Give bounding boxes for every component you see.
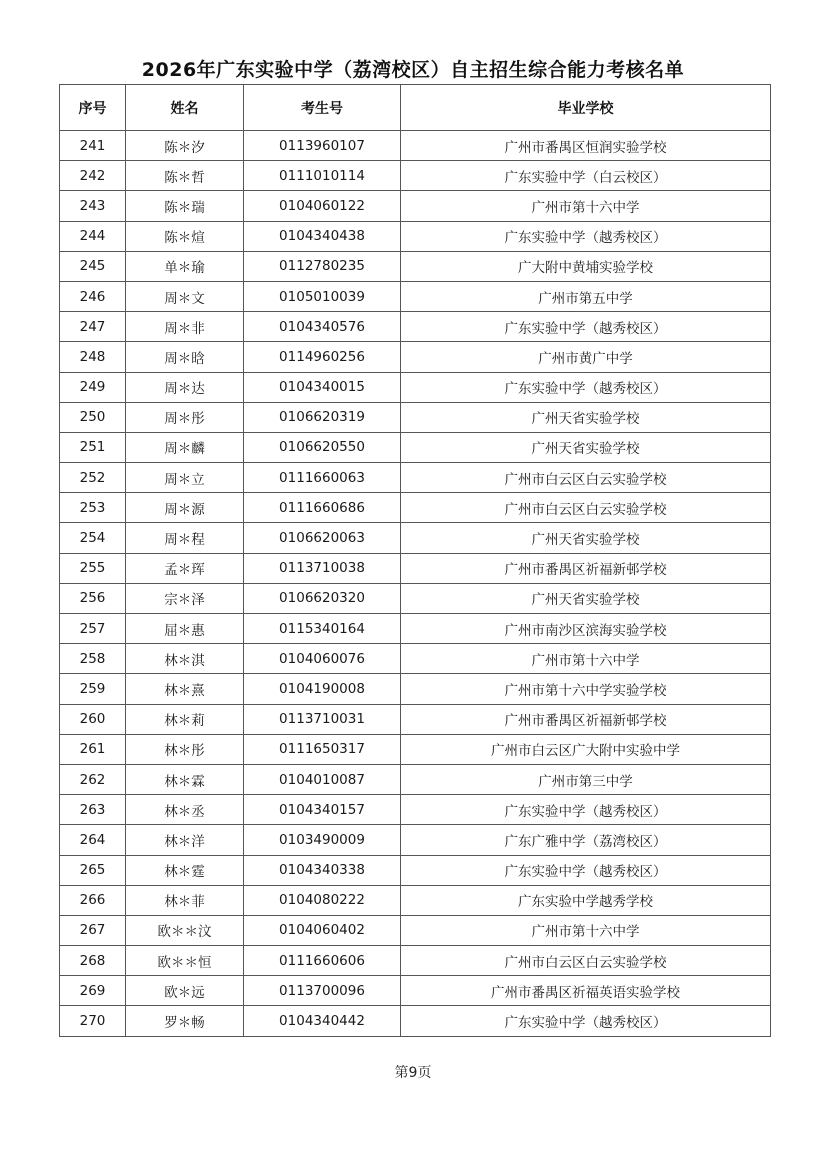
candidate-table [59,84,771,1037]
cell-seq: 261 [60,734,126,764]
cell-exam-id: 0115340164 [244,614,401,644]
cell-seq: 247 [60,312,126,342]
table-row [60,463,771,493]
cell-school: 广州市白云区广大附中实验中学 [401,734,771,764]
page-number: 第9页 [394,1065,432,1081]
cell-seq: 268 [60,946,126,976]
cell-name: 林＊霆 [126,855,244,885]
cell-school: 广州市番禺区祈福英语实验学校 [401,976,771,1006]
cell-name: 罗＊畅 [126,1006,244,1036]
cell-seq: 256 [60,583,126,613]
cell-name: 周＊源 [126,493,244,523]
cell-seq: 244 [60,221,126,251]
cell-name: 陈＊煊 [126,221,244,251]
cell-name: 陈＊汐 [126,131,244,161]
cell-seq: 265 [60,855,126,885]
table-row [60,614,771,644]
table-row [60,764,771,794]
header-name: 姓名 [126,85,244,131]
cell-exam-id: 0111010114 [244,161,401,191]
table-body [60,131,771,1037]
cell-seq: 258 [60,644,126,674]
table-row [60,734,771,764]
cell-exam-id: 0113960107 [244,131,401,161]
cell-exam-id: 0104340438 [244,221,401,251]
cell-name: 欧＊远 [126,976,244,1006]
cell-seq: 259 [60,674,126,704]
cell-school: 广州市第十六中学 [401,191,771,221]
table-row [60,915,771,945]
table-header-row [60,85,771,131]
table-row [60,402,771,432]
cell-name: 宗＊泽 [126,583,244,613]
cell-seq: 267 [60,915,126,945]
table-row [60,644,771,674]
cell-school: 广东实验中学（越秀校区） [401,1006,771,1036]
cell-name: 周＊非 [126,312,244,342]
cell-seq: 248 [60,342,126,372]
cell-exam-id: 0111660686 [244,493,401,523]
cell-school: 广州天省实验学校 [401,583,771,613]
cell-seq: 253 [60,493,126,523]
table-row [60,855,771,885]
header-school: 毕业学校 [401,85,771,131]
table-row [60,523,771,553]
cell-school: 广州天省实验学校 [401,523,771,553]
cell-seq: 263 [60,795,126,825]
cell-seq: 262 [60,764,126,794]
cell-seq: 266 [60,885,126,915]
cell-name: 林＊丞 [126,795,244,825]
header-seq: 序号 [60,85,126,131]
cell-exam-id: 0111650317 [244,734,401,764]
cell-school: 广东广雅中学（荔湾校区） [401,825,771,855]
cell-school: 广大附中黄埔实验学校 [401,251,771,281]
cell-exam-id: 0113700096 [244,976,401,1006]
table-row [60,795,771,825]
document-title: 2026年广东实验中学（荔湾校区）自主招生综合能力考核名单 [141,59,685,81]
cell-name: 林＊熹 [126,674,244,704]
cell-exam-id: 0104340576 [244,312,401,342]
cell-school: 广州市白云区白云实验学校 [401,463,771,493]
cell-name: 陈＊瑞 [126,191,244,221]
cell-seq: 242 [60,161,126,191]
cell-name: 欧＊＊恒 [126,946,244,976]
cell-seq: 245 [60,251,126,281]
cell-seq: 249 [60,372,126,402]
cell-seq: 251 [60,432,126,462]
cell-exam-id: 0104340157 [244,795,401,825]
table-row [60,885,771,915]
cell-name: 周＊文 [126,281,244,311]
cell-school: 广州市白云区白云实验学校 [401,946,771,976]
cell-school: 广州市第十六中学 [401,644,771,674]
table-row [60,372,771,402]
table-row [60,553,771,583]
table-row [60,674,771,704]
cell-exam-id: 0113710038 [244,553,401,583]
cell-school: 广东实验中学（越秀校区） [401,221,771,251]
cell-exam-id: 0104060122 [244,191,401,221]
cell-school: 广州市黄广中学 [401,342,771,372]
cell-exam-id: 0112780235 [244,251,401,281]
cell-seq: 241 [60,131,126,161]
cell-seq: 255 [60,553,126,583]
cell-name: 林＊莉 [126,704,244,734]
cell-exam-id: 0106620319 [244,402,401,432]
cell-name: 欧＊＊汶 [126,915,244,945]
cell-exam-id: 0111660063 [244,463,401,493]
cell-name: 林＊彤 [126,734,244,764]
cell-name: 陈＊哲 [126,161,244,191]
cell-school: 广州市第十六中学 [401,915,771,945]
cell-exam-id: 0105010039 [244,281,401,311]
cell-school: 广东实验中学（白云校区） [401,161,771,191]
cell-school: 广州天省实验学校 [401,432,771,462]
header-exam-id: 考生号 [244,85,401,131]
cell-exam-id: 0104060076 [244,644,401,674]
cell-school: 广州天省实验学校 [401,402,771,432]
cell-seq: 260 [60,704,126,734]
cell-school: 广州市番禺区恒润实验学校 [401,131,771,161]
table-row [60,1006,771,1036]
cell-school: 广东实验中学越秀学校 [401,885,771,915]
cell-exam-id: 0113710031 [244,704,401,734]
cell-name: 周＊立 [126,463,244,493]
cell-school: 广州市第三中学 [401,764,771,794]
table-row [60,493,771,523]
cell-seq: 243 [60,191,126,221]
cell-name: 屈＊惠 [126,614,244,644]
cell-name: 单＊瑜 [126,251,244,281]
cell-exam-id: 0104340442 [244,1006,401,1036]
cell-seq: 264 [60,825,126,855]
table-row [60,704,771,734]
cell-name: 周＊麟 [126,432,244,462]
table-row [60,281,771,311]
cell-school: 广州市南沙区滨海实验学校 [401,614,771,644]
table-row [60,342,771,372]
cell-name: 林＊霖 [126,764,244,794]
cell-school: 广东实验中学（越秀校区） [401,795,771,825]
cell-school: 广州市番禺区祈福新邨学校 [401,704,771,734]
cell-exam-id: 0106620550 [244,432,401,462]
table-row [60,583,771,613]
cell-exam-id: 0104060402 [244,915,401,945]
cell-seq: 257 [60,614,126,644]
cell-seq: 270 [60,1006,126,1036]
cell-name: 周＊达 [126,372,244,402]
cell-school: 广州市番禺区祈福新邨学校 [401,553,771,583]
cell-seq: 269 [60,976,126,1006]
cell-exam-id: 0104080222 [244,885,401,915]
cell-name: 周＊程 [126,523,244,553]
table-row [60,251,771,281]
cell-exam-id: 0104340338 [244,855,401,885]
cell-seq: 250 [60,402,126,432]
cell-exam-id: 0111660606 [244,946,401,976]
table-row [60,312,771,342]
cell-school: 广州市白云区白云实验学校 [401,493,771,523]
cell-exam-id: 0104340015 [244,372,401,402]
cell-exam-id: 0104190008 [244,674,401,704]
table-row [60,191,771,221]
table-row [60,946,771,976]
cell-school: 广东实验中学（越秀校区） [401,312,771,342]
cell-name: 周＊彤 [126,402,244,432]
cell-school: 广东实验中学（越秀校区） [401,372,771,402]
cell-seq: 252 [60,463,126,493]
cell-name: 周＊晗 [126,342,244,372]
cell-name: 林＊洋 [126,825,244,855]
table-row [60,131,771,161]
cell-school: 广州市第十六中学实验学校 [401,674,771,704]
table-row [60,432,771,462]
cell-name: 林＊菲 [126,885,244,915]
cell-name: 孟＊珲 [126,553,244,583]
cell-exam-id: 0114960256 [244,342,401,372]
cell-school: 广州市第五中学 [401,281,771,311]
cell-name: 林＊淇 [126,644,244,674]
table-row [60,825,771,855]
cell-exam-id: 0103490009 [244,825,401,855]
cell-exam-id: 0106620063 [244,523,401,553]
cell-seq: 254 [60,523,126,553]
table-row [60,976,771,1006]
table-row [60,161,771,191]
table-row [60,221,771,251]
cell-school: 广东实验中学（越秀校区） [401,855,771,885]
cell-seq: 246 [60,281,126,311]
cell-exam-id: 0106620320 [244,583,401,613]
cell-exam-id: 0104010087 [244,764,401,794]
